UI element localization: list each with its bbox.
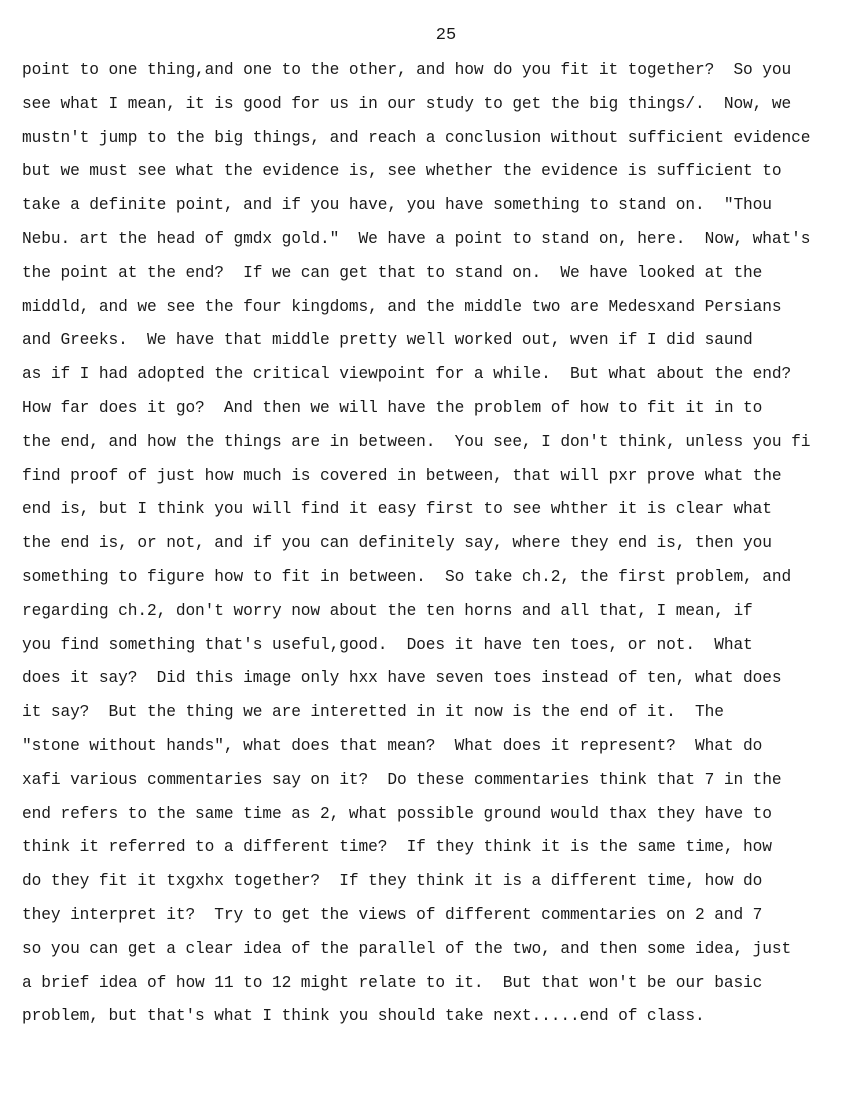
text-line: Nebu. art the head of gmdx gold." We have a point to stand on, here. Now, what's — [22, 229, 811, 248]
text-line: take a definite point, and if you have, you have something to stand on. "Thou — [22, 196, 772, 215]
text-line: you find something that's useful,good. Does it have ten toes, or not. What — [22, 635, 753, 654]
page-number: 25 — [435, 26, 457, 45]
text-line: problem, but that's what I think you should take next.....end of class. — [22, 1007, 705, 1026]
text-line: something to figure how to fit in between. So take ch.2, the first problem, and — [22, 567, 792, 586]
text-line: middld, and we see the four kingdoms, and the middle two are Medesxand Persians — [22, 297, 782, 316]
text-line: point to one thing,and one to the other, and how do you fit it together? So you — [22, 61, 792, 79]
text-line: the end, and how the things are in between. You see, I don't think, unless you fi — [22, 432, 811, 451]
text-line: but we must see what the evidence is, see whether the evidence is sufficient to — [22, 162, 782, 181]
text-line: mustn't jump to the big things, and reach a conclusion without sufficient evidence — [22, 128, 811, 147]
text-line: the end is, or not, and if you can definitely say, where they end is, then you — [22, 534, 772, 553]
text-line: and Greeks. We have that middle pretty well worked out, wven if I did saund — [22, 331, 753, 350]
text-line: think it referred to a different time? If they think it is the same time, how — [22, 838, 772, 857]
text-line: end refers to the same time as 2, what possible ground would thax they have to — [22, 804, 772, 823]
text-line: see what I mean, it is good for us in our study to get the big things/. Now, we — [22, 94, 792, 113]
body-text — [22, 58, 848, 1038]
text-line: does it say? Did this image only hxx have seven toes instead of ten, what does — [22, 669, 782, 688]
text-line: a brief idea of how 11 to 12 might relate to it. But that won't be our basic — [22, 973, 763, 992]
text-line: "stone without hands", what does that mean? What does it represent? What do — [22, 736, 763, 755]
text-line: find proof of just how much is covered in between, that will pxr prove what the — [22, 466, 782, 485]
text-line: it say? But the thing we are interetted in it now is the end of it. The — [22, 703, 724, 722]
text-line: the point at the end? If we can get that to stand on. We have looked at the — [22, 263, 763, 282]
text-line: regarding ch.2, don't worry now about the ten horns and all that, I mean, if — [22, 601, 753, 620]
text-line: so you can get a clear idea of the parallel of the two, and then some idea, just — [22, 939, 792, 958]
text-line: How far does it go? And then we will have the problem of how to fit it in to — [22, 398, 763, 417]
text-line: as if I had adopted the critical viewpoint for a while. But what about the end? — [22, 365, 792, 384]
text-line: do they fit it txgxhx together? If they think it is a different time, how do — [22, 872, 763, 891]
text-line: xafi various commentaries say on it? Do these commentaries think that 7 in the — [22, 770, 782, 789]
text-line: end is, but I think you will find it easy first to see whther it is clear what — [22, 500, 772, 519]
text-line: they interpret it? Try to get the views of different commentaries on 2 and 7 — [22, 905, 763, 924]
